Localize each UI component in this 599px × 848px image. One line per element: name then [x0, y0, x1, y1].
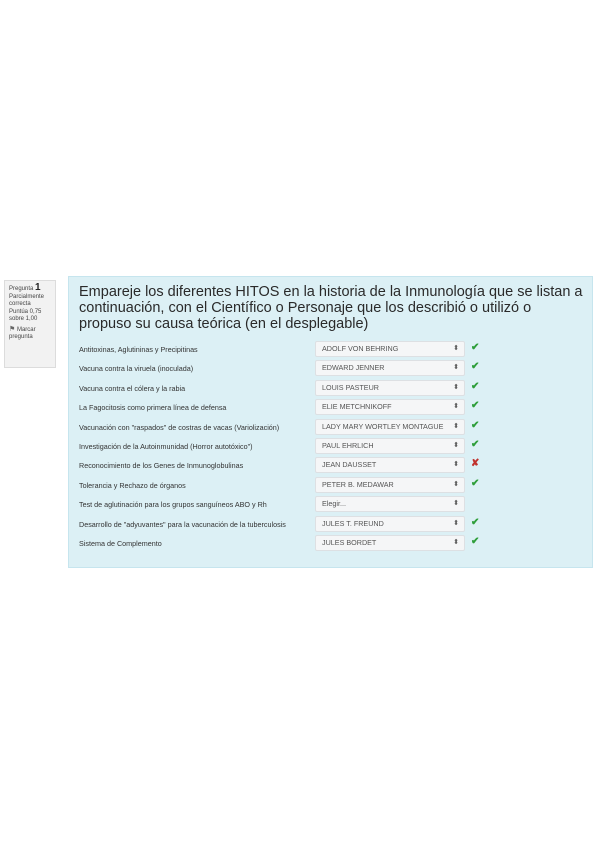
- answer-select-value: JULES BORDET: [322, 537, 377, 547]
- match-row: [79, 359, 582, 378]
- check-icon: ✔: [471, 400, 480, 412]
- flag-question-label: Marcar pregunta: [9, 326, 36, 340]
- question-text: Empareje los diferentes HITOS en la historia de la Inmunología que se listan a continuación, con el Científico o Personaje que los describió o utilizó o propuso su causa teórica (en el desplegable): [79, 284, 583, 332]
- match-row-label: La Fagocitosis como primera línea de defensa: [79, 403, 227, 413]
- select-arrow-icon: ⬍: [453, 383, 459, 391]
- match-row: [79, 379, 582, 398]
- answer-select-value: PAUL EHRLICH: [322, 440, 374, 450]
- answer-select[interactable]: [315, 438, 465, 454]
- match-row-label: Antitoxinas, Aglutininas y Precipitinas: [79, 345, 198, 354]
- check-icon: ✔: [471, 438, 480, 450]
- select-arrow-icon: ⬍: [453, 480, 459, 488]
- question-number: [9, 284, 51, 294]
- match-row-label: Desarrollo de "adyuvantes" para la vacunación de la tuberculosis: [79, 519, 286, 529]
- check-icon: ✔: [471, 516, 480, 528]
- check-icon: ✔: [471, 342, 480, 353]
- match-row: [79, 418, 582, 437]
- question-content-panel: [68, 276, 593, 568]
- match-row: [79, 534, 582, 553]
- select-arrow-icon: ⬍: [453, 441, 459, 449]
- check-icon: ✔: [471, 419, 480, 431]
- answer-select-value: ADOLF VON BEHRING: [322, 344, 399, 353]
- question-info-panel: [4, 280, 56, 368]
- match-row: [79, 340, 582, 359]
- match-row-label: Reconocimiento de los Genes de Inmunoglobulinas: [79, 461, 244, 471]
- select-arrow-icon: ⬍: [453, 403, 459, 411]
- check-icon: ✔: [471, 361, 480, 373]
- match-row-label: Tolerancia y Rechazo de órganos: [79, 480, 186, 490]
- answer-select-value: JULES T. FREUND: [322, 518, 384, 528]
- flag-icon: ⚑: [9, 325, 16, 333]
- answer-select-value: Elegir...: [322, 499, 346, 509]
- answer-select[interactable]: [315, 496, 465, 512]
- question-grade: Puntúa 0,75 sobre 1,00: [9, 308, 42, 322]
- match-row-label: Vacuna contra la viruela (inoculada): [79, 364, 194, 374]
- match-row-label: Vacuna contra el cólera y la rabia: [79, 383, 186, 393]
- cross-icon: ✘: [471, 458, 480, 470]
- select-arrow-icon: ⬍: [453, 519, 459, 527]
- check-icon: ✔: [471, 380, 480, 392]
- answer-select[interactable]: [315, 457, 465, 473]
- select-arrow-icon: ⬍: [453, 345, 459, 352]
- match-rows: [79, 340, 582, 553]
- select-arrow-icon: ⬍: [453, 538, 459, 546]
- answer-select[interactable]: [315, 380, 465, 396]
- match-row: [79, 398, 582, 417]
- select-arrow-icon: ⬍: [453, 422, 459, 430]
- question-number-label: Pregunta: [9, 286, 34, 292]
- match-row: [79, 476, 582, 495]
- answer-select[interactable]: [315, 360, 465, 376]
- answer-select[interactable]: [315, 535, 465, 551]
- match-row: [79, 437, 582, 456]
- check-icon: ✔: [471, 477, 480, 489]
- answer-select-value: ELIE METCHNIKOFF: [322, 402, 392, 412]
- answer-select-value: JEAN DAUSSET: [322, 460, 377, 470]
- match-row-label: Investigación de la Autoinmunidad (Horror autotóxico"): [79, 441, 253, 451]
- question-state: Parcialmente correcta: [9, 293, 45, 307]
- answer-select[interactable]: [315, 341, 465, 357]
- check-icon: ✔: [471, 535, 480, 547]
- answer-select-value: PETER B. MEDAWAR: [322, 479, 394, 489]
- answer-select[interactable]: [315, 477, 465, 493]
- answer-select[interactable]: [315, 399, 465, 415]
- answer-select-value: LADY MARY WORTLEY MONTAGUE: [322, 421, 444, 431]
- select-arrow-icon: ⬍: [453, 364, 459, 372]
- answer-select-value: EDWARD JENNER: [322, 363, 385, 373]
- match-row: [79, 456, 582, 475]
- flag-question-link[interactable]: [9, 326, 51, 342]
- match-row-label: Sistema de Complemento: [79, 538, 162, 548]
- select-arrow-icon: ⬍: [453, 461, 459, 469]
- match-row-label: Test de aglutinación para los grupos sanguíneos ABO y Rh: [79, 500, 267, 510]
- match-row: [79, 495, 582, 514]
- answer-select[interactable]: [315, 419, 465, 435]
- match-row-label: Vacunación con "raspados" de costras de vacas (Variolización): [79, 422, 280, 432]
- answer-select-value: LOUIS PASTEUR: [322, 382, 379, 392]
- select-arrow-icon: ⬍: [453, 500, 459, 508]
- question-number-value: 1: [35, 282, 41, 293]
- answer-select[interactable]: [315, 516, 465, 532]
- match-row: [79, 515, 582, 534]
